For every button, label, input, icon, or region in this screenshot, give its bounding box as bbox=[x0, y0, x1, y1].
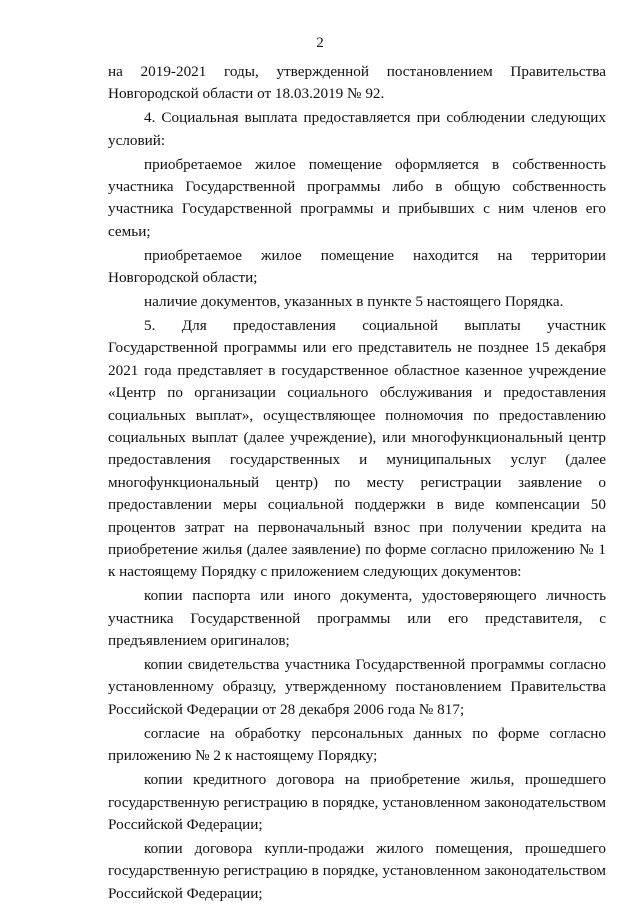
paragraph-condition-ownership: приобретаемое жилое помещение оформляется в собственность участника Государственной программы либо в общую собственность участника Государственной программы и прибывших с ним членов его семьи; bbox=[108, 155, 606, 240]
paragraph-doc-certificate: копии свидетельства участника Государственной программы согласно установленному образцу, утвержденному постановлением Правительства Российской Федерации от 28 декабря 2006 года № 817; bbox=[108, 656, 606, 718]
paragraph-doc-passport: копии паспорта или иного документа, удостоверяющего личность участника Государственной программы или его представителя, с предъявлением оригиналов; bbox=[108, 587, 606, 650]
paragraph-program-reference: на 2019-2021 годы, утвержденной постановлением Правительства Новгородской области от 18.03.2019 № 92. bbox=[108, 63, 606, 103]
paragraph-clause-5: 5. Для предоставления социальной выплаты участник Государственной программы или его представитель не позднее 15 декабря 2021 года представляет в государственное областное казенное учреждение «Центр по организации социального обслуживания и предоставления социальных выплат», осуществляющее полномочия по предоставлению социальных выплат (далее учреждение), или многофункциональный центр предоставления государственных и муниципальных услуг (далее многофункциональный центр) по месту регистрации заявление о предоставлении меры социальной поддержки в виде компенсации 50 процентов затрат на первоначальный взнос при получении кредита на приобретение жилья (далее заявление) по форме согласно приложению № 1 к настоящему Порядку с приложением следующих документов: bbox=[108, 316, 606, 581]
paragraph-condition-territory: приобретаемое жилое помещение находится на территории Новгородской области; bbox=[108, 246, 606, 287]
paragraph-doc-consent: согласие на обработку персональных данных по форме согласно приложению № 2 к настоящему Порядку; bbox=[108, 724, 606, 765]
paragraph-doc-credit-agreement: копии кредитного договора на приобретение жилья, прошедшего государственную регистрацию в порядке, установленном законодательством Российской Федерации; bbox=[108, 771, 606, 833]
paragraph-condition-documents: наличие документов, указанных в пункте 5 настоящего Порядка. bbox=[144, 293, 564, 311]
page-number: 2 bbox=[316, 35, 324, 51]
paragraph-doc-purchase-agreement: копии договора купли-продажи жилого помещения, прошедшего государственную регистрацию в порядке, установленном законодательством Российской Федерации; bbox=[108, 839, 606, 902]
document-body bbox=[108, 61, 606, 907]
paragraph-clause-4: 4. Социальная выплата предоставляется при соблюдении следующих условий: bbox=[108, 109, 606, 149]
